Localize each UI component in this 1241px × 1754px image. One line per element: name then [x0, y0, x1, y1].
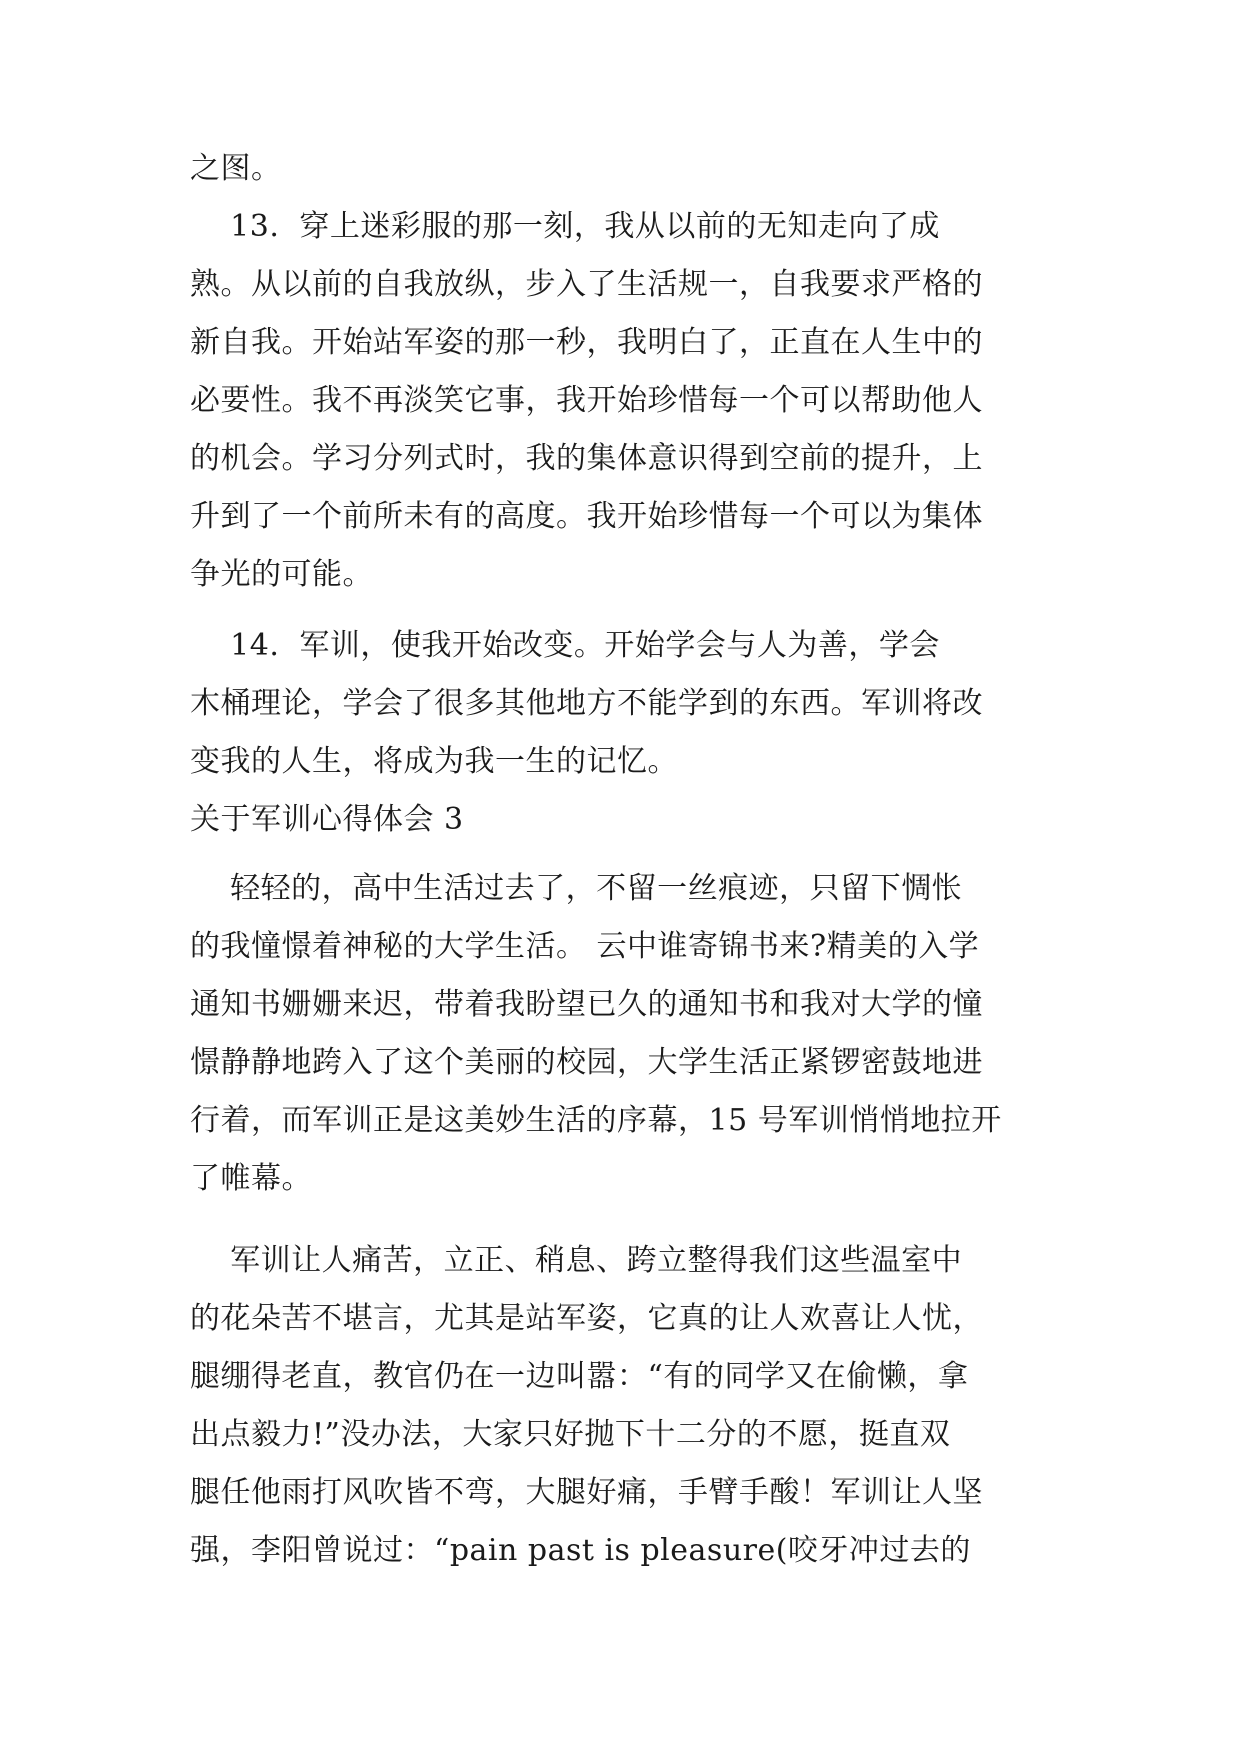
text-line: 强，李阳曾说过：“pain past is pleasure(咬牙冲过去的	[190, 1533, 971, 1568]
text-line: 腿任他雨打风吹皆不弯，大腿好痛，手臂手酸！军训让人坚	[190, 1475, 983, 1510]
text-line: 必要性。我不再淡笑它事，我开始珍惜每一个可以帮助他人	[190, 383, 983, 418]
text-line: 变我的人生，将成为我一生的记忆。	[190, 744, 678, 779]
text-line: 之图。	[190, 151, 282, 186]
section-heading: 关于军训心得体会 3	[190, 802, 464, 837]
text-line: 出点毅力!”没办法，大家只好抛下十二分的不愿，挺直双	[190, 1417, 951, 1452]
text-line: 通知书姗姗来迟，带着我盼望已久的通知书和我对大学的憧	[190, 987, 983, 1022]
text-line: 轻轻的，高中生活过去了，不留一丝痕迹，只留下惆怅	[190, 871, 963, 906]
text-line: 的花朵苦不堪言，尤其是站军姿，它真的让人欢喜让人忧，	[190, 1301, 983, 1336]
text-line: 了帷幕。	[190, 1161, 312, 1196]
text-line: 熟。从以前的自我放纵，步入了生活规一，自我要求严格的	[190, 267, 983, 302]
text-line: 木桶理论，学会了很多其他地方不能学到的东西。军训将改	[190, 686, 983, 721]
text-line: 军训让人痛苦，立正、稍息、跨立整得我们这些温室中	[190, 1243, 963, 1278]
text-line: 14. 军训，使我开始改变。开始学会与人为善，学会	[190, 628, 940, 663]
text-line: 争光的可能。	[190, 557, 373, 592]
text-line: 的我憧憬着神秘的大学生活。 云中谁寄锦书来?精美的入学	[190, 929, 980, 964]
text-line: 憬静静地跨入了这个美丽的校园，大学生活正紧锣密鼓地进	[190, 1045, 983, 1080]
text-line: 腿绷得老直，教官仍在一边叫嚣：“有的同学又在偷懒，拿	[190, 1359, 969, 1394]
text-line: 的机会。学习分列式时，我的集体意识得到空前的提升，上	[190, 441, 983, 476]
text-line: 行着，而军训正是这美妙生活的序幕，15 号军训悄悄地拉开	[190, 1103, 1002, 1138]
text-line: 13. 穿上迷彩服的那一刻，我从以前的无知走向了成	[190, 209, 940, 244]
text-line: 新自我。开始站军姿的那一秒，我明白了，正直在人生中的	[190, 325, 983, 360]
text-line: 升到了一个前所未有的高度。我开始珍惜每一个可以为集体	[190, 499, 983, 534]
